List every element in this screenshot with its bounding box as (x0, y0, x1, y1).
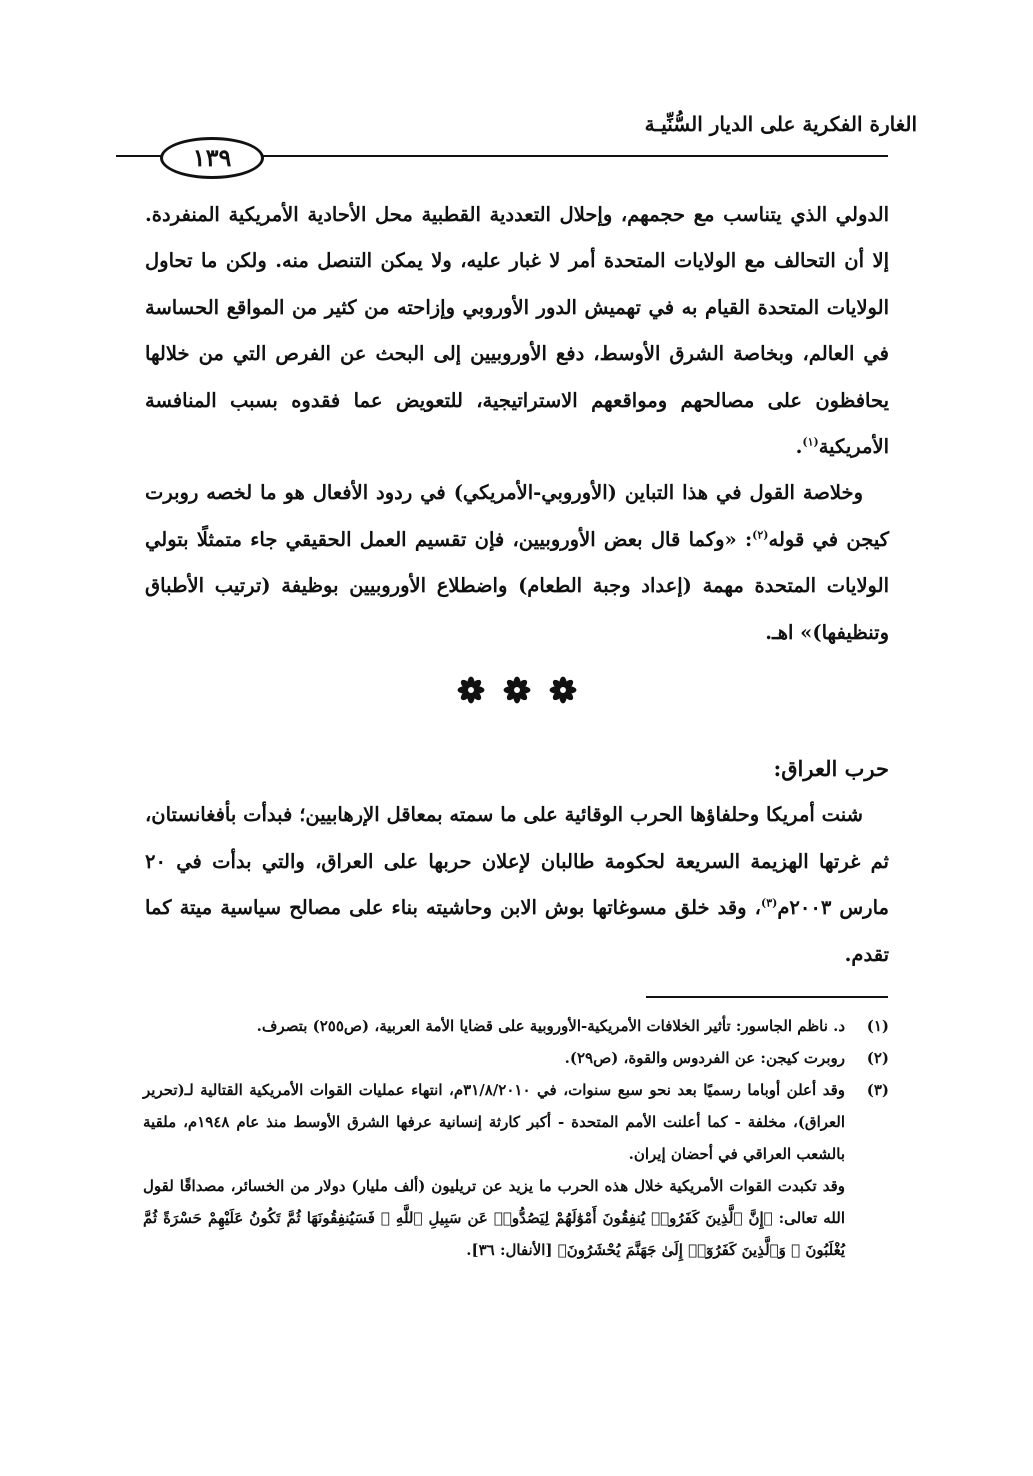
paragraph-1-text: الدولي الذي يتناسب مع حجمهم، وإحلال التعددية القطبية محل الأحادية الأمريكية المنفردة. إلا أن التحالف مع الولايات المتحدة أمر لا غبار عليه، ولا يمكن التنصل منه. ولكن ما تحاول الولايات المتحدة القيام به في تهميش الدور الأوروبي وإزاحته من كثير من المواقع الحساسة في العالم، وبخاصة الشرق الأوسط، دفع الأوروبيين إلى البحث عن الفرص التي من خلالها يحافظون على مصالحهم ومواقعهم الاستراتيجية، للتعويض عما فقدوه بسبب المنافسة الأمريكية (145, 203, 889, 459)
footnote-1 (143, 1010, 889, 1042)
footnote-number: (٣) (866, 1081, 889, 1099)
paragraph-2-text: وخلاصة القول في هذا التباين (الأوروبي-الأمريكي) في ردود الأفعال هو ما لخصه روبرت كيجن في قوله (145, 481, 889, 551)
paragraph-3-end: ، وقد خلق مسوغاتها بوش الابن وحاشيته بناء على مصالح سياسية ميتة كما تقدم. (145, 896, 889, 966)
page-number: ١٣٩ (192, 143, 232, 172)
paragraph-1-end: . (795, 435, 803, 459)
paragraph-2-quote: : «وكما قال بعض الأوروبيين، فإن تقسيم العمل الحقيقي جاء متمثلًا بتولي الولايات المتحدة مهمة (إعداد وجبة الطعام) واضطلاع الأوروبيين بوظيفة (ترتيب الأطباق وتنظيفها)» اهـ. (145, 527, 889, 644)
section-heading: حرب العراق: (773, 756, 889, 782)
flower-ornament-icon (549, 676, 577, 704)
footnote-ref-3: (٣) (760, 896, 778, 910)
section-divider-ornament (145, 662, 889, 718)
footnote-2 (143, 1042, 889, 1074)
flower-ornament-icon (457, 676, 485, 704)
body-text (145, 192, 889, 978)
paragraph-2 (145, 470, 889, 656)
footnotes (143, 1010, 889, 1266)
footnote-separator (646, 996, 888, 998)
footnote-ref-1: (١) (802, 435, 819, 449)
footnote-text: روبرت كيجن: عن الفردوس والقوة، (ص٢٩). (564, 1049, 845, 1067)
footnote-text: د. ناظم الجاسور: تأثير الخلافات الأمريكية-الأوروبية على قضايا الأمة العربية، (ص٢٥٥) بتصرف. (256, 1017, 845, 1035)
page-number-badge (160, 137, 264, 179)
flower-ornament-icon (503, 676, 531, 704)
running-title: الغارة الفكرية على الديار السُّنِّيـة (644, 112, 917, 136)
footnote-number: (١) (866, 1017, 889, 1035)
paragraph-3-text: شنت أمريكا وحلفاؤها الحرب الوقائية على ما سمته بمعاقل الإرهابيين؛ فبدأت بأفغانستان، ثم غرتها الهزيمة السريعة لحكومة طالبان لإعلان حربها على العراق، والتي بدأت في ٢٠ مارس ٢٠٠٣م (145, 803, 889, 920)
paragraph-3 (145, 792, 889, 978)
paragraph-1 (145, 192, 889, 470)
footnote-ref-2: (٢) (752, 528, 769, 542)
footnote-3 (143, 1074, 889, 1170)
footnote-3-continuation: وقد تكبدت القوات الأمريكية خلال هذه الحرب ما يزيد عن تريليون (ألف مليار) دولار من الخسائر، مصداقًا لقول الله تعالى: ﴿إِنَّ ٱلَّذِينَ كَفَرُوا۟ يُنفِقُونَ أَمْوَٰلَهُمْ لِيَصُدُّوا۟ عَن سَبِيلِ ٱللَّهِ ۚ فَسَيُنفِقُونَهَا ثُمَّ تَكُونُ عَلَيْهِمْ حَسْرَةً ثُمَّ يُغْلَبُونَ ۗ وَٱلَّذِينَ كَفَرُوٓا۟ إِلَىٰ جَهَنَّمَ يُحْشَرُونَ﴾ [الأنفال: ٣٦]. (143, 1177, 845, 1259)
footnote-number: (٢) (866, 1049, 889, 1067)
footnote-text: وقد أعلن أوباما رسميًا بعد نحو سبع سنوات، في ٣١/٨/٢٠١٠م، انتهاء عمليات القوات الأمريكية القتالية لـ(تحرير العراق)، مخلفة - كما أعلنت الأمم المتحدة - أكبر كارثة إنسانية عرفها الشرق الأوسط منذ عام ١٩٤٨م، ملقية بالشعب العراقي في أحضان إيران. (143, 1081, 845, 1163)
